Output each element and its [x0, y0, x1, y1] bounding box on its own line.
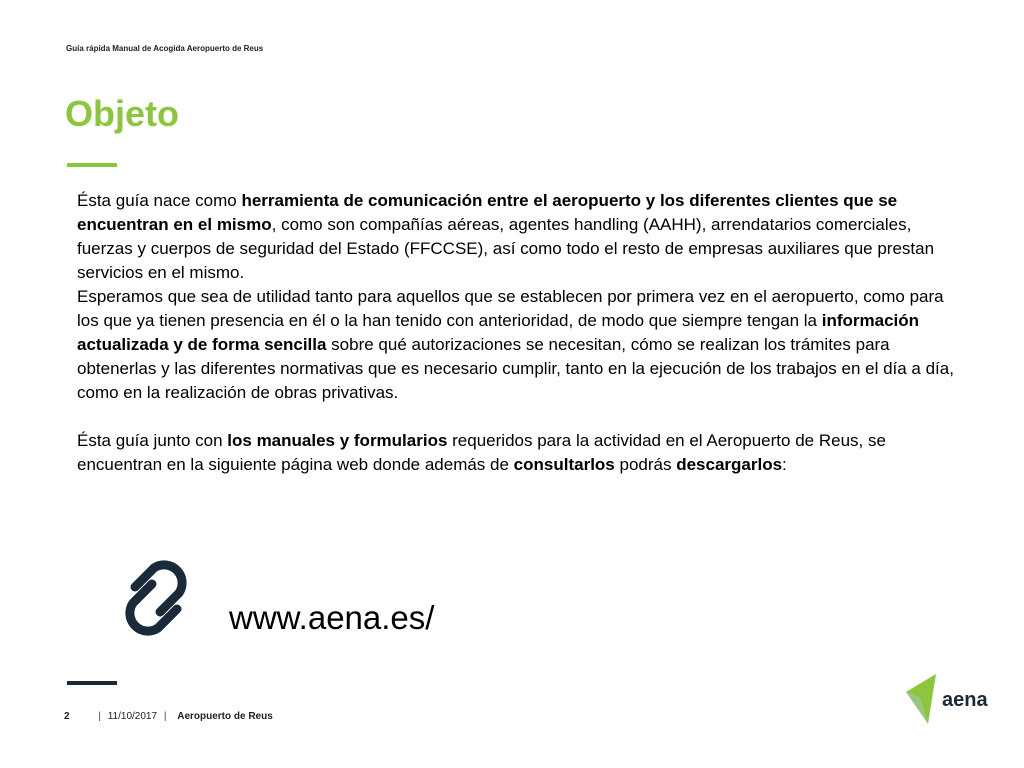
text-run: , como son compañías aéreas, agentes handling (AAHH), arrendatarios comerciales, fuerzas y cuerpos de seguridad del Estado (FFCCSE), así como todo el resto de empresas auxiliares que prestan servicios en el mismo.	[77, 215, 935, 282]
text-run: sobre qué autorizaciones se necesitan, cómo se realizan los trámites para obtenerlas y las diferentes normativas que es necesario cumplir, tanto en la ejecución de los trabajos en el día a día, como en la realización de obras privativas.	[77, 335, 954, 402]
website-url-link[interactable]: www.aena.es/	[229, 599, 435, 636]
footer-airport-name: Aeropuerto de Reus	[177, 711, 273, 722]
aena-logo-icon	[902, 672, 1006, 728]
page-number: 2	[64, 711, 70, 722]
text-run: podrás	[614, 455, 677, 474]
text-run: Ésta guía nace como	[77, 191, 242, 210]
footer-separator: |	[98, 711, 101, 722]
footer-rule	[67, 681, 117, 685]
bold-text-run: información actualizada y de forma sencilla	[77, 311, 920, 354]
chain-link-icon	[100, 546, 212, 650]
text-run: Ésta guía junto con	[77, 431, 228, 450]
bold-text-run: descargarlos	[676, 455, 783, 474]
text-run: :	[782, 455, 787, 474]
bold-text-run: consultarlos	[513, 455, 615, 474]
bold-text-run: los manuales y formularios	[227, 431, 448, 450]
document-header-title: Guía rápida Manual de Acogida Aeropuerto de Reus	[66, 44, 264, 53]
text-run: requeridos para la actividad en el Aeropuerto de Reus, se encuentran en la siguiente página web donde además de	[77, 431, 886, 474]
page-title: Objeto	[65, 93, 179, 134]
aena-logo-text: aena	[942, 689, 988, 711]
text-run: Esperamos que sea de utilidad tanto para aquellos que se establecen por primera vez en el aeropuerto, como para los que ya tienen presencia en él o la han tenido con anterioridad, de modo que siempre tengan la	[77, 287, 944, 330]
footer-separator: |	[163, 711, 167, 722]
title-underline	[67, 163, 117, 167]
paragraph-purpose	[77, 189, 957, 285]
paragraph-download	[77, 429, 957, 477]
body-text	[77, 189, 957, 477]
paragraph-usefulness	[77, 285, 957, 405]
footer	[64, 711, 273, 722]
footer-date: 11/10/2017	[107, 711, 158, 722]
bold-text-run: herramienta de comunicación entre el aeropuerto y los diferentes clientes que se encuentran en el mismo	[77, 191, 898, 234]
